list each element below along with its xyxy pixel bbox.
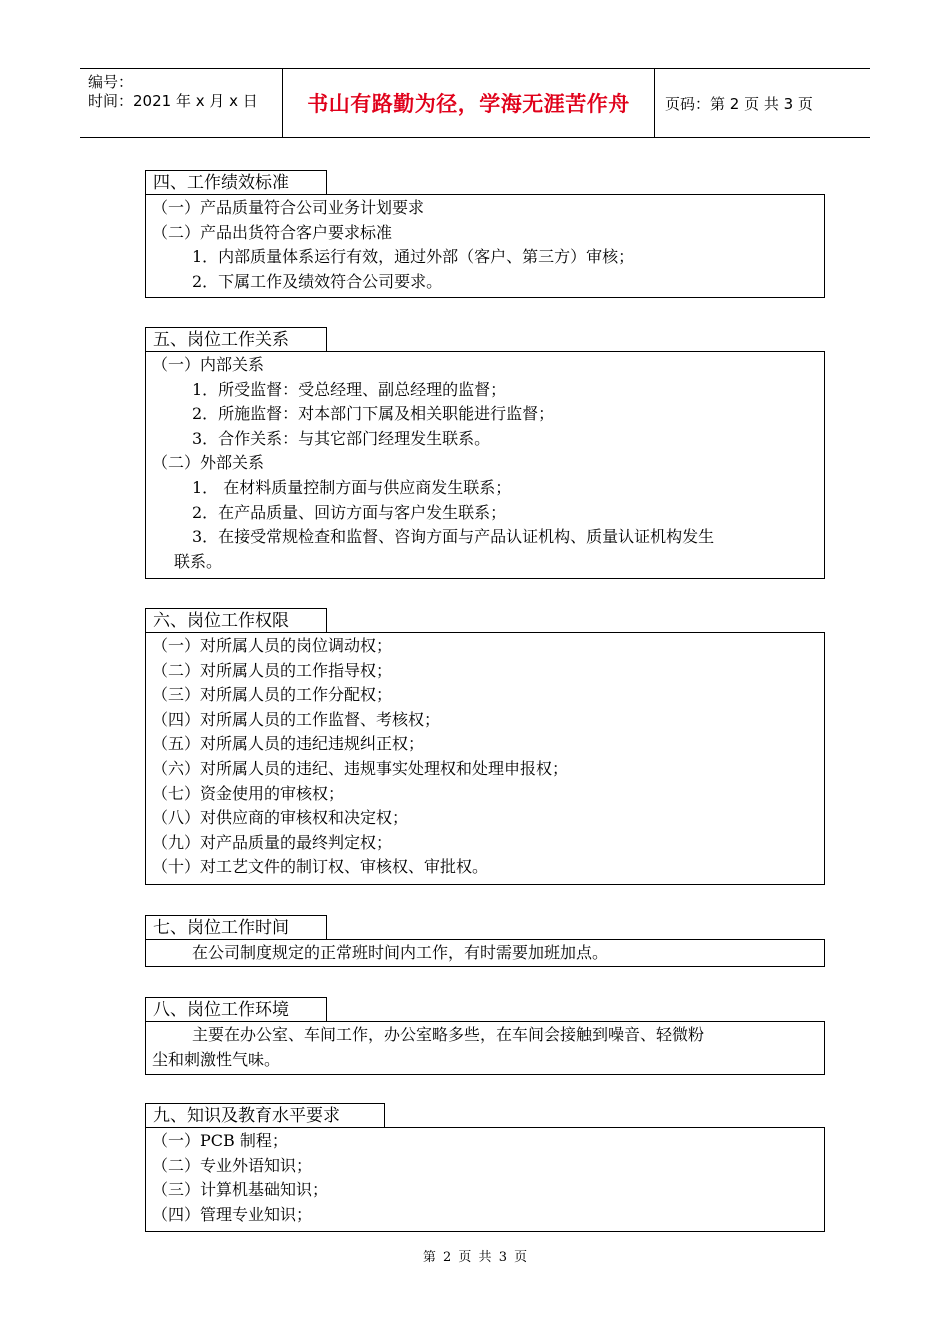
section-body [145, 939, 825, 967]
section-body [145, 632, 825, 885]
section-work-environment [145, 997, 825, 1075]
list-item: 2．在产品质量、回访方面与客户发生联系； [192, 502, 507, 522]
list-item: 1．内部质量体系运行有效，通过外部（客户、第三方）审核； [192, 247, 635, 267]
list-item: （四）管理专业知识； [152, 1204, 313, 1224]
list-item: （三）计算机基础知识； [152, 1180, 329, 1200]
list-item: （六）对所属人员的违纪、违规事实处理权和处理申报权； [152, 758, 569, 778]
section-body [145, 1127, 825, 1231]
list-item: （二）外部关系 [152, 453, 265, 473]
section-title: 九、知识及教育水平要求 [145, 1103, 385, 1127]
list-item: （七）资金使用的审核权； [152, 783, 345, 803]
list-item: （一）内部关系 [152, 355, 265, 374]
section-title: 五、岗位工作关系 [145, 327, 327, 351]
section-title: 六、岗位工作权限 [145, 608, 327, 632]
section-performance-standards [145, 170, 825, 298]
list-item: （一）产品质量符合公司业务计划要求 [152, 198, 425, 217]
list-item: （八）对供应商的审核权和决定权； [152, 808, 409, 828]
section-bottom-rule [145, 1231, 825, 1232]
section-title: 七、岗位工作时间 [145, 915, 327, 939]
list-item: （一）对所属人员的岗位调动权； [152, 636, 393, 655]
header-page-info: 页码：第 2 页 共 3 页 [665, 94, 813, 113]
section-knowledge-education [145, 1103, 825, 1232]
section-work-hours [145, 915, 825, 967]
section-body [145, 194, 825, 298]
list-item: 2．所施监督：对本部门下属及相关职能进行监督； [192, 404, 555, 424]
date-label: 时间：2021 年 x 月 x 日 [88, 92, 258, 110]
list-item: （四）对所属人员的工作监督、考核权； [152, 709, 441, 729]
list-item: （二）专业外语知识； [152, 1155, 313, 1175]
section-body [145, 351, 825, 579]
number-label: 编号： [88, 73, 134, 91]
list-item: （九）对产品质量的最终判定权； [152, 832, 393, 852]
paragraph: 主要在办公室、车间工作，办公室略多些，在车间会接触到噪音、轻微粉 [192, 1025, 705, 1044]
list-item: （三）对所属人员的工作分配权； [152, 685, 393, 705]
header-motto: 书山有路勤为径，学海无涯苦作舟 [283, 69, 655, 137]
list-item: 3．在接受常规检查和监督、咨询方面与产品认证机构、质量认证机构发生 [192, 527, 715, 547]
section-body [145, 1021, 825, 1075]
list-item: 3．合作关系：与其它部门经理发生联系。 [192, 428, 491, 448]
list-item: （十）对工艺文件的制订权、审核权、审批权。 [152, 857, 489, 877]
paragraph: 在公司制度规定的正常班时间内工作，有时需要加班加点。 [192, 943, 609, 962]
section-title: 八、岗位工作环境 [145, 997, 327, 1021]
list-item: 2．下属工作及绩效符合公司要求。 [192, 271, 443, 291]
section-work-relations [145, 327, 825, 579]
list-item: （二）对所属人员的工作指导权； [152, 660, 393, 680]
section-authority [145, 608, 825, 885]
section-title: 四、工作绩效标准 [145, 170, 327, 194]
list-item: （二）产品出货符合客户要求标准 [152, 222, 393, 242]
list-item: 1． 在材料质量控制方面与供应商发生联系； [192, 477, 512, 497]
list-item: （一）PCB 制程； [152, 1131, 288, 1150]
paragraph-continuation: 尘和刺激性气味。 [152, 1049, 281, 1069]
page-header [80, 68, 870, 138]
header-meta [80, 69, 283, 137]
page-footer: 第 2 页 共 3 页 [422, 1250, 528, 1265]
list-item-continuation: 联系。 [174, 551, 223, 571]
list-item: 1．所受监督：受总经理、副总经理的监督； [192, 379, 507, 399]
list-item: （五）对所属人员的违纪违规纠正权； [152, 734, 425, 754]
